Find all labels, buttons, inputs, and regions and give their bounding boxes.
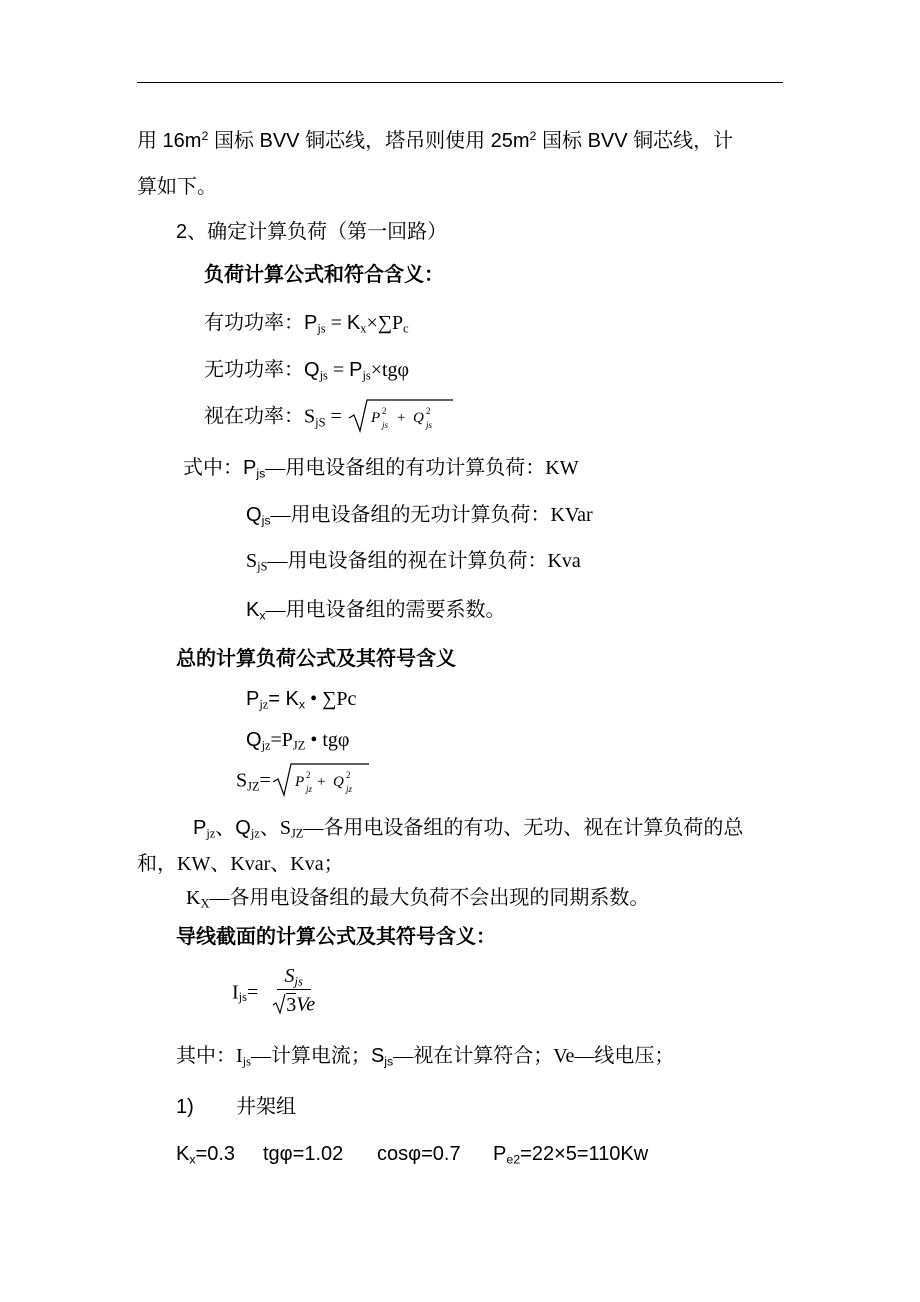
load-formula-heading: 负荷计算公式和符合含义： xyxy=(204,262,444,286)
sqrt-q: Q xyxy=(412,410,424,426)
reactive-power-formula: 无功功率：$Q_{js} = P_{js}\times tg\varphi$ xyxy=(204,359,410,383)
total-formula-heading: 总的计算负荷公式及其符号含义 xyxy=(176,646,456,670)
list-item-number: 1) xyxy=(176,1096,194,1118)
apparent-power-formula: 视在功率：$S_{jS}$ = P 2 js + Q 2 js xyxy=(204,398,455,438)
sqrt-q-sub: js xyxy=(425,420,432,430)
total-def-line-2: 和，KW、Kvar、Kva； xyxy=(137,853,344,875)
intro-line-2: 算如下。 xyxy=(137,176,217,198)
sqrt-p-sub: js xyxy=(381,420,388,430)
sqrt-p-sup: 2 xyxy=(381,406,387,416)
total-def-kx: $K_X—$各用电设备组的最大负荷不会出现的同期系数。 xyxy=(186,887,650,911)
sqrt-expression xyxy=(347,398,455,438)
sqrt-q-sup: 2 xyxy=(425,406,431,416)
current-definitions: 其中：$I_{js}—$计算电流；$S_{js}—$视在计算符合；Ve—线电压； xyxy=(176,1045,675,1069)
total-sqrt-p-sub: jz xyxy=(305,784,312,794)
current-formula: $I_{js}=$ $\frac{S_{js}}{3Ve}$ xyxy=(232,966,315,1019)
def-q: $Q_{js}—$用电设备组的无功计算负荷：KVar xyxy=(246,504,593,528)
param-pe: $P_{e2}=22\times 5=110Kw$ xyxy=(493,1143,649,1167)
total-p-formula: $P_{jz}= K_x$ • ∑Pc xyxy=(246,688,357,712)
header-rule xyxy=(137,82,783,83)
total-s-formula: $S_{JZ}=$ P 2 jz + Q 2 jz xyxy=(236,762,371,802)
total-sqrt-plus: + xyxy=(316,774,326,790)
current-fraction xyxy=(272,966,315,1019)
total-sqrt-expression xyxy=(271,762,371,802)
fraction-denominator: 3Ve xyxy=(272,990,315,1019)
def-k: $K_x—$用电设备组的需要系数。 xyxy=(246,599,506,623)
param-tg: tgφ=1.02 xyxy=(263,1143,344,1165)
total-sqrt-q-sub: jz xyxy=(345,784,352,794)
sqrt-p: P xyxy=(370,410,380,426)
active-power-formula: 有功功率：$P_{js} = K_x\times\sum P_c$ xyxy=(204,312,409,336)
total-sqrt-p-sup: 2 xyxy=(305,770,311,780)
param-kx: $K_x=0.3$ xyxy=(176,1143,236,1167)
def-s: $S_{jS}—$用电设备组的视在计算负荷：Kva xyxy=(246,550,581,574)
fraction-numerator: $S_{js}$ xyxy=(277,966,311,990)
total-sqrt-q-sup: 2 xyxy=(345,770,351,780)
total-sqrt-p: P xyxy=(294,774,304,790)
total-def-line-1: $P_{jz}$、$Q_{jz}$、$S_{JZ}—$各用电设备组的有功、无功、视在计算负荷的总 xyxy=(193,817,744,841)
section-heading: 2、确定计算负荷（第一回路） xyxy=(176,221,448,243)
section-formula-heading: 导线截面的计算公式及其符号含义： xyxy=(176,924,496,948)
sqrt-plus: + xyxy=(396,410,406,426)
total-q-formula: $Q_{jz}=P_{JZ}$ • tgφ xyxy=(246,729,350,753)
intro-line-1: 用 $16m^2$ 国标 BVV 铜芯线，塔吊则使用 $25m^2$ 国标 BVV 铜芯线，计 xyxy=(137,129,734,152)
list-item-label: 井架组 xyxy=(236,1096,296,1118)
total-sqrt-q: Q xyxy=(332,774,344,790)
def-p: 式中：$P_{js}—$用电设备组的有功计算负荷：KW xyxy=(183,457,579,481)
param-cos: cosφ=0.7 xyxy=(377,1143,461,1165)
